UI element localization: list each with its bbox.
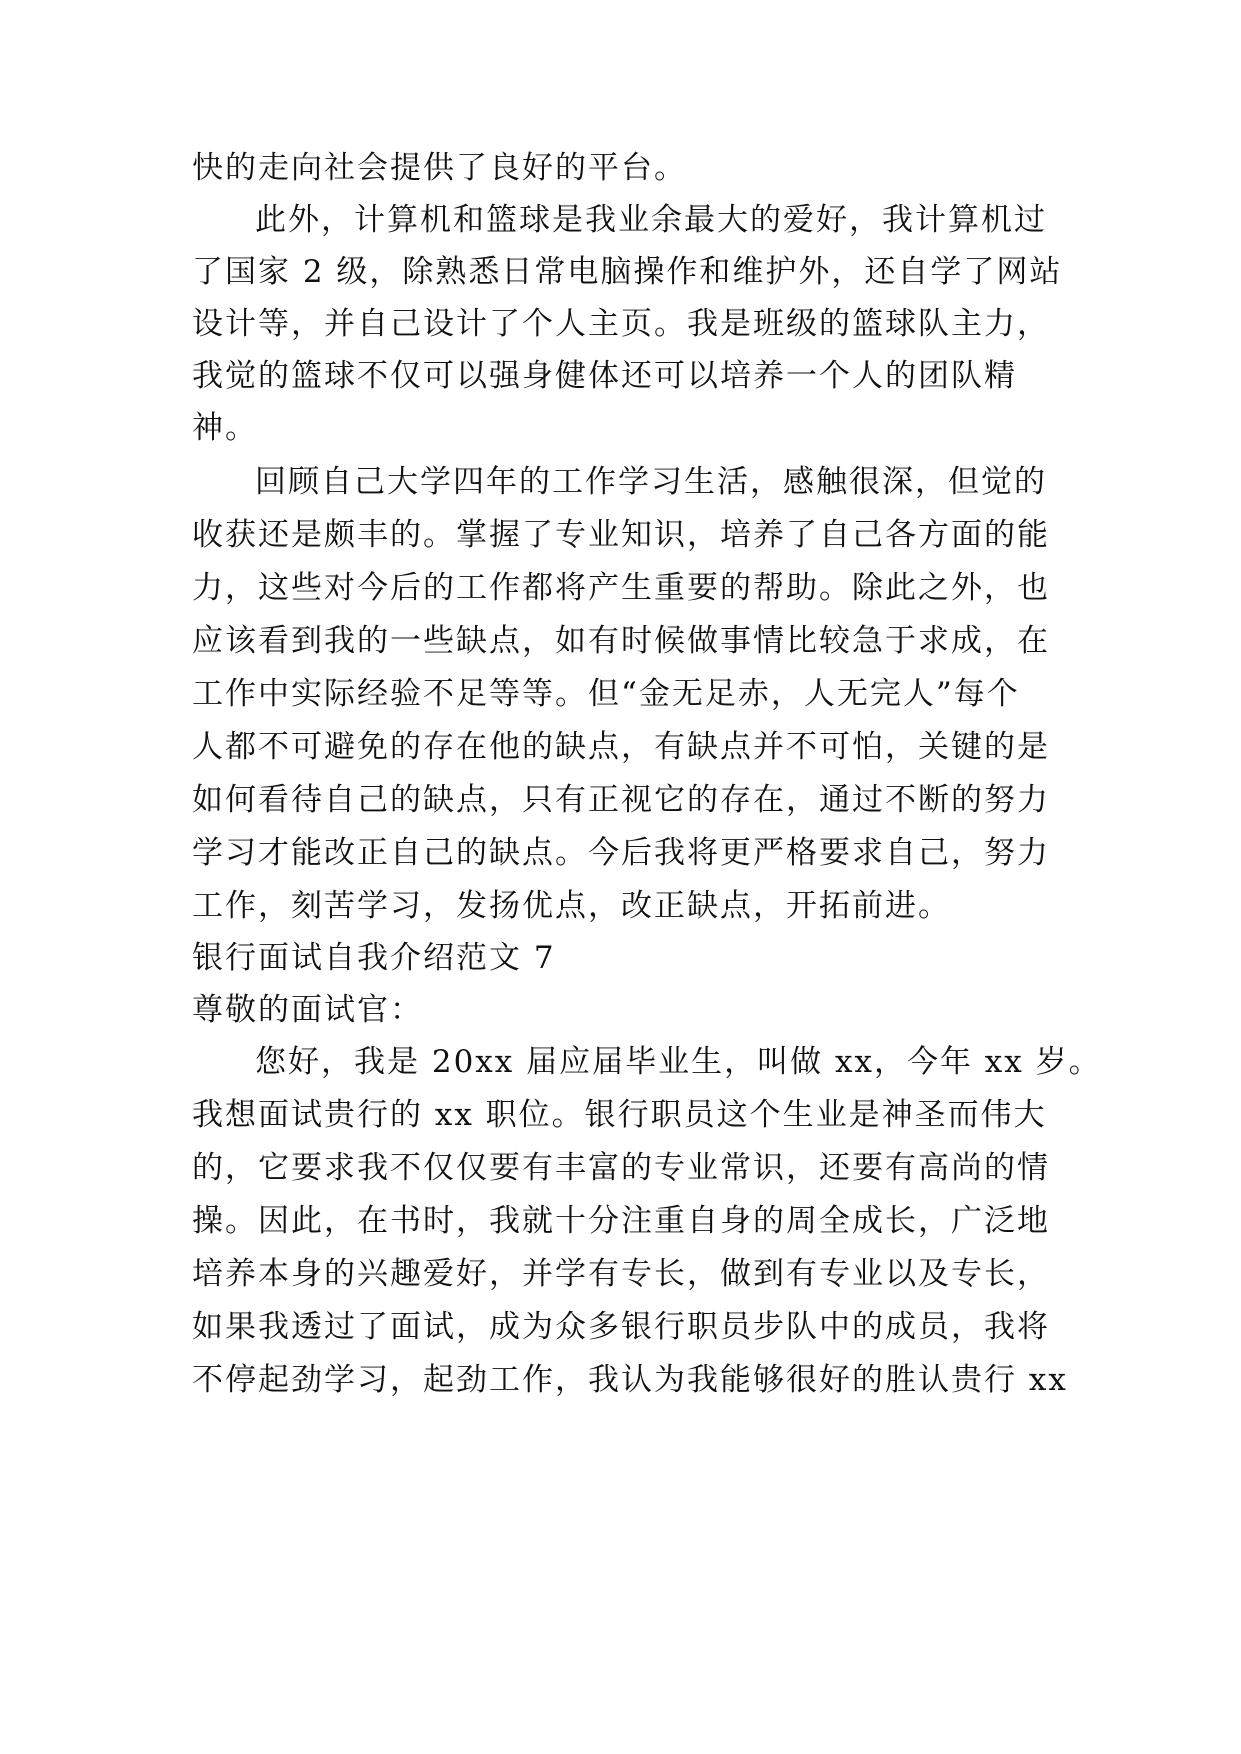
text-line: 力，这些对今后的工作都将产生重要的帮助。除此之外，也 bbox=[192, 570, 1050, 606]
text-line: 神。 bbox=[192, 410, 258, 446]
text-line: 不停起劲学习，起劲工作，我认为我能够很好的胜认贵行 xx bbox=[192, 1362, 1068, 1398]
text-line: 如何看待自己的缺点，只有正视它的存在，通过不断的努力 bbox=[192, 782, 1050, 818]
text-line: 设计等，并自己设计了个人主页。我是班级的篮球队主力， bbox=[192, 306, 1050, 342]
text-line: 了国家 2 级，除熟悉日常电脑操作和维护外，还自学了网站 bbox=[192, 254, 1063, 290]
text-line: 我觉的篮球不仅可以强身健体还可以培养一个人的团队精 bbox=[192, 358, 1017, 394]
text-line: 工作，刻苦学习，发扬优点，改正缺点，开拓前进。 bbox=[192, 888, 951, 924]
text-line: 的，它要求我不仅仅要有丰富的专业常识，还要有高尚的情 bbox=[192, 1150, 1050, 1186]
text-line: 人都不可避免的存在他的缺点，有缺点并不可怕，关键的是 bbox=[192, 729, 1050, 765]
text-line: 我想面试贵行的 xx 职位。银行职员这个生业是神圣而伟大 bbox=[192, 1097, 1047, 1133]
text-line: 此外，计算机和篮球是我业余最大的爱好，我计算机过 bbox=[255, 202, 1047, 238]
text-line: 收获还是颇丰的。掌握了专业知识，培养了自己各方面的能 bbox=[192, 517, 1050, 553]
text-line: 工作中实际经验不足等等。但“金无足赤，人无完人”每个 bbox=[192, 676, 1020, 712]
text-line: 快的走向社会提供了良好的平台。 bbox=[192, 150, 687, 186]
section-title: 银行面试自我介绍范文 7 bbox=[192, 940, 556, 976]
text-line: 如果我透过了面试，成为众多银行职员步队中的成员，我将 bbox=[192, 1309, 1050, 1345]
text-line: 回顾自己大学四年的工作学习生活，感触很深，但觉的 bbox=[255, 464, 1047, 500]
text-line: 操。因此，在书时，我就十分注重自身的周全成长，广泛地 bbox=[192, 1203, 1050, 1239]
text-line: 您好，我是 20xx 届应届毕业生，叫做 xx，今年 xx 岁。 bbox=[255, 1044, 1102, 1080]
text-line: 培养本身的兴趣爱好，并学有专长，做到有专业以及专长， bbox=[192, 1256, 1050, 1292]
text-line: 应该看到我的一些缺点，如有时候做事情比较急于求成，在 bbox=[192, 623, 1050, 659]
text-line: 学习才能改正自己的缺点。今后我将更严格要求自己，努力 bbox=[192, 835, 1050, 871]
salutation: 尊敬的面试官： bbox=[192, 992, 423, 1028]
